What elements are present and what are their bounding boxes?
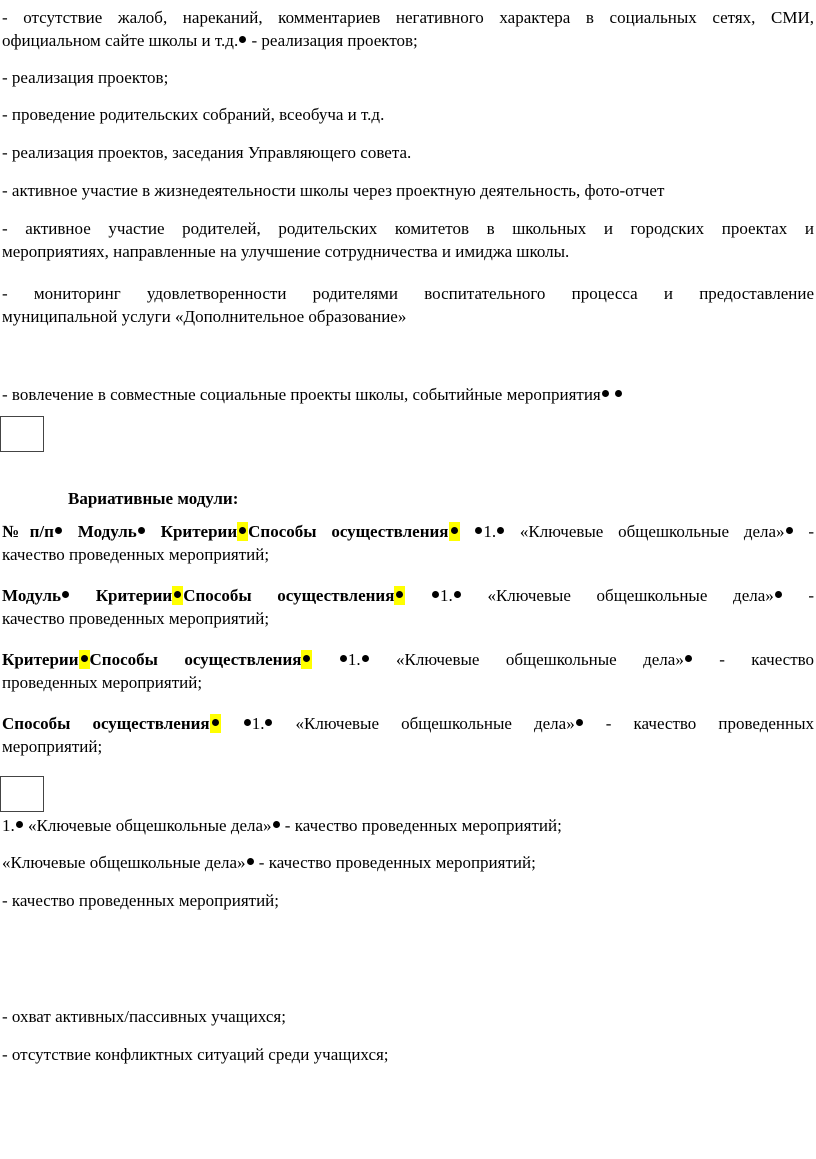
header-number: №п/п (2, 522, 54, 541)
header-methods-start: Способы (89, 650, 158, 669)
paragraph-active-participation: - активное участие в жизнедеятельности школы через проектную деятельность, фото-отчет (2, 181, 665, 200)
header-module: Модуль (77, 522, 137, 541)
text-fragment: официальном сайте школы и т.д. (2, 31, 239, 50)
quality-text: - качество проведенных мероприятий; (254, 853, 536, 872)
text-line (2, 29, 814, 52)
bullet-dot-icon (239, 36, 246, 43)
bullet-dot-icon (602, 390, 609, 397)
bullet-dot-icon (16, 821, 23, 828)
quality-tail: - качество (719, 650, 815, 669)
bullet-dot-icon (138, 527, 145, 534)
item-number: 1. (347, 650, 361, 669)
highlight-marker (172, 586, 183, 605)
text-line: качество проведенных мероприятий; (2, 545, 270, 564)
bullet-dot-icon (775, 591, 782, 598)
text-line: - активное участие родителей, родительских комитетов в школьных и городских проектах и (2, 219, 814, 238)
bullet-dot-icon (265, 719, 272, 726)
bullet-dot-icon (576, 719, 583, 726)
text-line: - отсутствие жалоб, нареканий, комментариев негативного характера в социальных сетях, СМИ, (2, 8, 814, 27)
text-line: мероприятий; (2, 737, 103, 756)
header-methods-end: осуществления (277, 586, 395, 605)
key-word-mid: общешкольные (596, 586, 708, 605)
key-word-end: дела» (733, 586, 774, 605)
paragraph-no-conflicts: - отсутствие конфликтных ситуаций среди учащихся; (2, 1045, 389, 1064)
paragraph-quality: - качество проведенных мероприятий; (2, 891, 280, 910)
quality-text: - качество проведенных мероприятий; (280, 816, 562, 835)
highlight-marker (449, 522, 460, 541)
key-word: «Ключевые (487, 586, 571, 605)
text-line: мероприятиях, направленные на улучшение сотрудничества и имиджа школы. (2, 242, 570, 261)
empty-table-cell (0, 776, 44, 812)
text-fragment: - вовлечение в совместные социальные проекты школы, событийные мероприятия (2, 385, 601, 404)
paragraph-governing-council: - реализация проектов, заседания Управляющего совета. (2, 143, 412, 162)
header-methods-start: Способы (2, 714, 71, 733)
text-line: проведенных мероприятий; (2, 673, 203, 692)
paragraph-coverage: - охват активных/пассивных учащихся; (2, 1007, 286, 1026)
text-fragment: - реализация проектов; (247, 31, 418, 50)
module-name: «Ключевые общешкольные дела» (519, 522, 785, 541)
bullet-dot-icon (273, 821, 280, 828)
text-line: качество проведенных мероприятий; (2, 609, 270, 628)
bullet-dot-icon (81, 655, 88, 662)
bullet-dot-icon (247, 858, 254, 865)
bullet-dot-icon (615, 390, 622, 397)
section-heading: Вариативные модули: (68, 489, 239, 508)
highlight-marker (79, 650, 90, 669)
modules-row-3 (2, 648, 814, 694)
modules-row-2 (2, 584, 814, 630)
header-criteria: Критерии (95, 586, 173, 605)
header-criteria: Критерии (2, 650, 79, 669)
highlight-marker (301, 650, 312, 669)
modules-row-5 (2, 814, 814, 837)
paragraph-monitoring (2, 282, 814, 328)
key-word-end: дела» (643, 650, 684, 669)
bullet-dot-icon (62, 591, 69, 598)
dash: - (808, 522, 815, 541)
item-number: 1. (483, 522, 497, 541)
bullet-dot-icon (239, 527, 246, 534)
text-line: муниципальной услуги «Дополнительное образование» (2, 307, 407, 326)
paragraph-projects: - реализация проектов; (2, 68, 169, 87)
modules-row-6 (2, 851, 814, 874)
bullet-dot-icon (497, 527, 504, 534)
bullet-dot-icon (55, 527, 62, 534)
module-name: «Ключевые общешкольные дела» (295, 714, 575, 733)
bullet-dot-icon (362, 655, 369, 662)
dash: - (808, 586, 815, 605)
bullet-dot-icon (475, 527, 482, 534)
highlight-marker (394, 586, 405, 605)
paragraph-parent-participation (2, 217, 814, 263)
header-methods: Способы осуществления (248, 522, 449, 541)
text-line (2, 648, 814, 671)
empty-table-cell (0, 416, 44, 452)
highlight-marker (237, 522, 248, 541)
text-line (2, 520, 814, 543)
bullet-dot-icon (244, 719, 251, 726)
module-name: «Ключевые общешкольные дела» (28, 816, 272, 835)
header-module: Модуль (2, 586, 62, 605)
header-methods-end: осуществления (92, 714, 210, 733)
paragraph-social-projects (2, 383, 814, 406)
bullet-dot-icon (451, 527, 458, 534)
bullet-dot-icon (685, 655, 692, 662)
bullet-dot-icon (174, 591, 181, 598)
item-number: 1. (2, 816, 15, 835)
text-line (2, 584, 814, 607)
paragraph-parent-meetings: - проведение родительских собраний, всеобуча и т.д. (2, 105, 385, 124)
key-word: «Ключевые (396, 650, 480, 669)
quality-tail: - качество проведенных (605, 714, 815, 733)
header-criteria: Критерии (160, 522, 238, 541)
modules-row-4 (2, 712, 814, 758)
item-number: 1. (440, 586, 453, 605)
text-line (2, 712, 814, 735)
bullet-dot-icon (432, 591, 439, 598)
bullet-dot-icon (303, 655, 310, 662)
bullet-dot-icon (212, 719, 219, 726)
header-methods-end: осуществления (184, 650, 302, 669)
bullet-dot-icon (340, 655, 347, 662)
modules-row-1 (2, 520, 814, 566)
paragraph-complaints (2, 6, 814, 52)
header-methods-start: Способы (183, 586, 252, 605)
highlight-marker (210, 714, 221, 733)
module-name: «Ключевые общешкольные дела» (2, 853, 246, 872)
item-number: 1. (251, 714, 265, 733)
text-line: - мониторинг удовлетворенности родителями воспитательного процесса и предоставление (2, 284, 814, 303)
bullet-dot-icon (396, 591, 403, 598)
bullet-dot-icon (454, 591, 461, 598)
bullet-dot-icon (786, 527, 793, 534)
key-word-mid: общешкольные (505, 650, 617, 669)
